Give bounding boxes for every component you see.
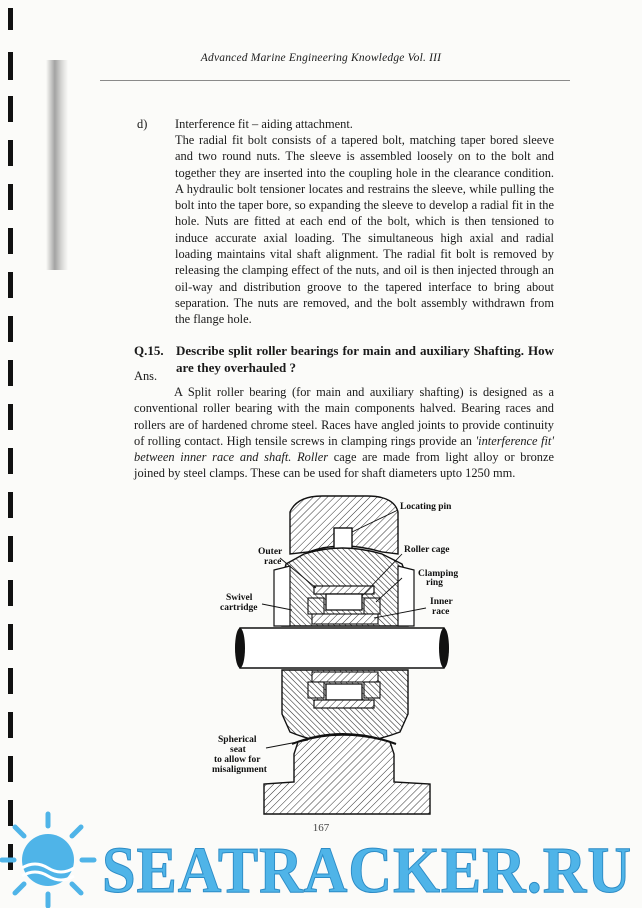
clamping-ring-lower-right — [364, 682, 380, 698]
label-spherical-3: to allow for — [214, 755, 261, 765]
label-clamping-ring-1: Clamping — [418, 569, 459, 579]
label-outer-race-2: race — [264, 557, 282, 567]
watermark — [0, 808, 642, 908]
label-locating-pin: Locating pin — [400, 502, 452, 512]
housing-flange-right — [398, 566, 414, 626]
section-heading: Interference fit – aiding attachment. — [175, 117, 353, 131]
answer-text-italic: 'interference fit' between inner race and shaft. Roller — [134, 433, 554, 465]
label-inner-race-2: race — [432, 607, 450, 617]
section-body: The radial fit bolt consists of a tapered bolt, matching taper bored sleeve and two round nuts. The sleeve is assembled loosely on to the bolt and together they are inserted into the coupling hole in the clearance condition. A hydraulic bolt tensioner locates and restrains the sleeve, while pulling the bolt into the taper bore, so expanding the sleeve to develop a radial fit in the hole. Nuts are fitted at each end of the bolt, which is then tensioned to induce accurate axial loading. The simultaneous high axial and radial loading maintains vital shaft alignment. The radial fit bolt is removed by releasing the clamping effect of the nuts, and oil is then injected through an oil-way and distribution groove to the tapered interface to bring about separation. The nuts are removed, and the bolt assembly withdrawn from the flange hole. — [175, 133, 554, 327]
running-header: Advanced Marine Engineering Knowledge Vol. III — [200, 52, 442, 64]
label-swivel-cartridge-1: Swivel — [226, 593, 253, 603]
label-inner-race-1: Inner — [430, 597, 453, 607]
answer-text-2: cage are made from light alloy or bronze joined by steel clamps. These can be used for shaft diameters upto 1250 mm. — [134, 450, 554, 481]
clamping-ring-left — [308, 598, 324, 614]
pedestal-base — [264, 735, 430, 814]
label-swivel-cartridge-2: cartridge — [220, 603, 258, 613]
inner-race-lower — [312, 672, 378, 682]
label-spherical-4: misalignment — [212, 765, 267, 775]
answer-label: Ans. — [134, 369, 158, 383]
locating-pin — [334, 528, 352, 550]
header-rule — [100, 80, 570, 81]
housing-flange-left — [274, 566, 290, 626]
binding-edge — [0, 0, 22, 908]
page-number: 167 — [312, 822, 330, 834]
roller-upper — [326, 594, 362, 610]
label-outer-race-1: Outer — [258, 547, 283, 557]
outer-race-lower — [314, 700, 374, 708]
sun-logo-icon — [2, 814, 94, 906]
roller-lower — [326, 684, 362, 700]
label-spherical-1: Spherical — [218, 735, 257, 745]
shaft-end-left — [235, 628, 245, 668]
label-clamping-ring-2: ring — [426, 578, 443, 588]
clamping-ring-lower-left — [308, 682, 324, 698]
inner-race-upper — [312, 614, 378, 624]
question-title: Describe split roller bearings for main and auxiliary Shafting. How are they overhauled ? — [176, 343, 554, 375]
split-roller-bearing-diagram — [212, 492, 472, 822]
scan-streak — [46, 60, 68, 270]
shaft-end-right — [439, 628, 449, 668]
watermark-text: SEATRACKER.RU — [102, 834, 632, 907]
label-roller-cage: Roller cage — [404, 545, 450, 555]
answer-text-1: A Split roller bearing (for main and auxiliary shafting) is designed as a conventional roller bearing with the main components halved. Bearing races and rollers are of hardened chrome steel. Races have angled joints to provide continuity of rolling contact. High tensile screws in clamping rings provide an — [134, 385, 554, 448]
question-number: Q.15. — [134, 343, 164, 358]
item-marker: d) — [137, 117, 148, 131]
answer-paragraph — [134, 384, 554, 482]
label-spherical-2: seat — [230, 745, 246, 755]
shaft — [236, 628, 448, 668]
